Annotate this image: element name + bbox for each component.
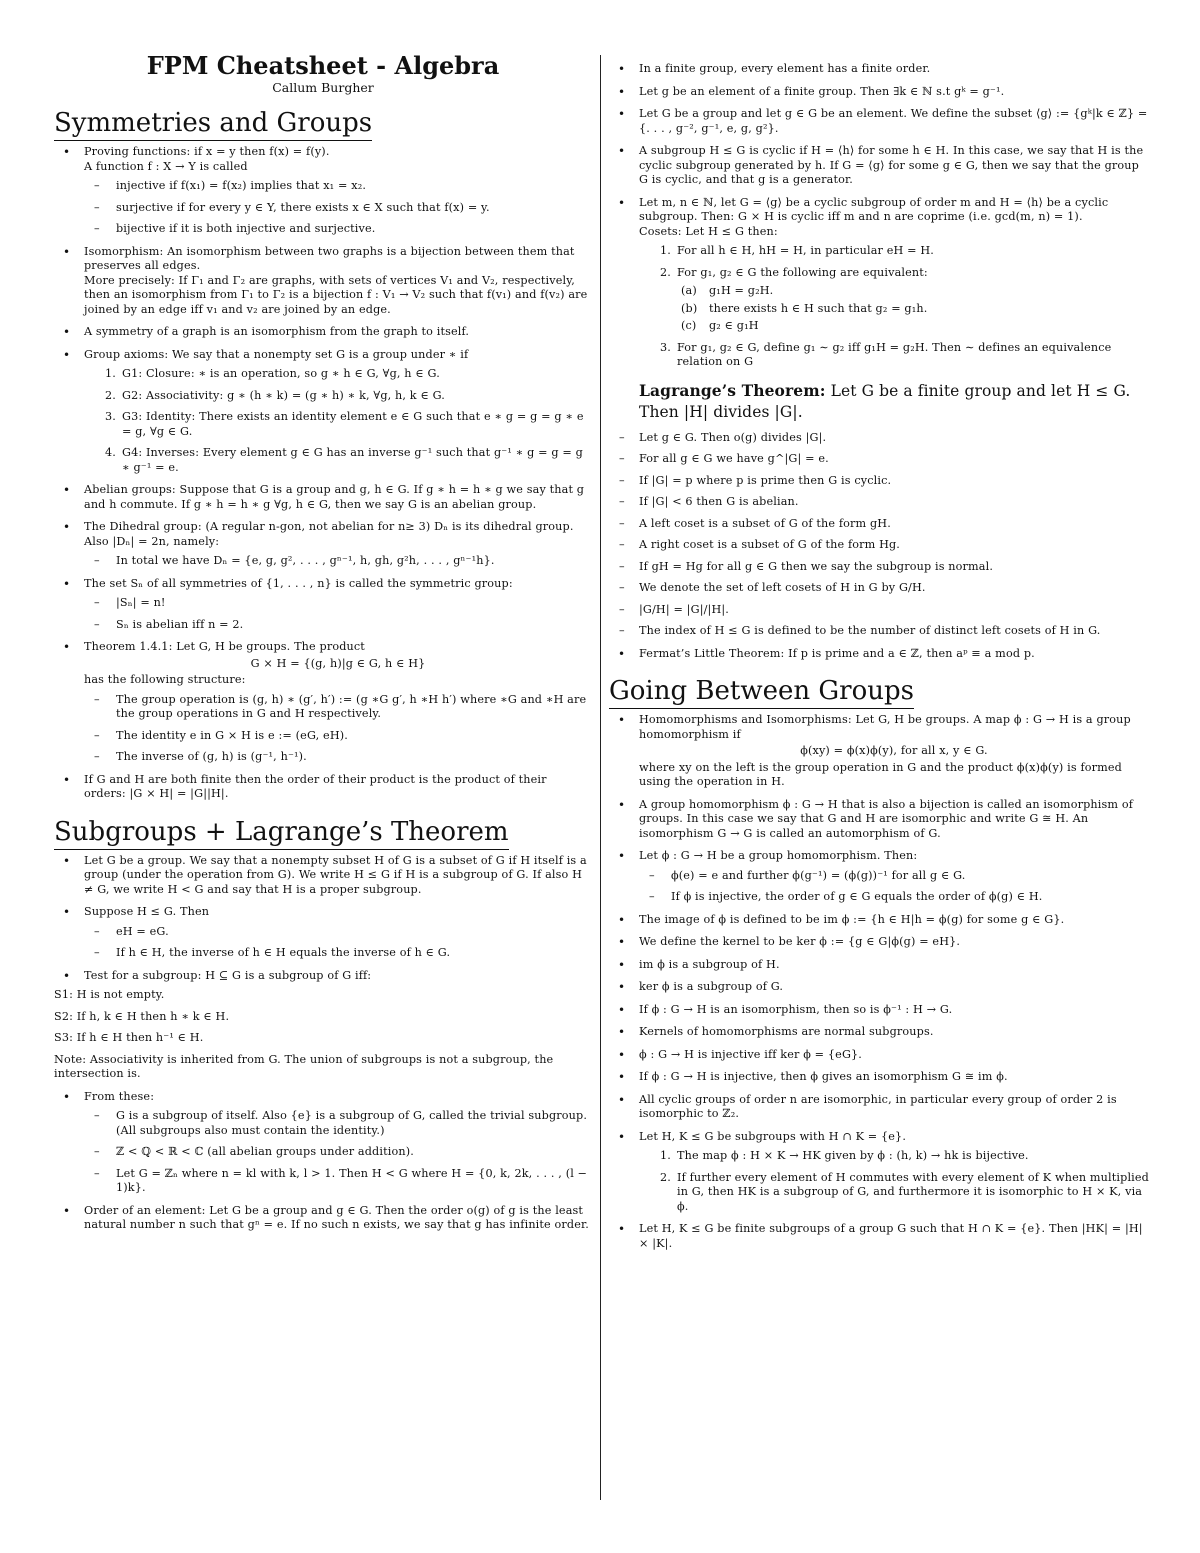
list-item: • Let g be an element of a finite group. Then ∃k ∈ ℕ s.t gᵏ = g⁻¹. — [609, 85, 1149, 100]
order-list — [609, 62, 1149, 661]
item-text: More precisely: If Γ₁ and Γ₂ are graphs, with sets of vertices V₁ and V₂, respectively, then an isomorphism from Γ₁ to Γ₂ is a bijection f : V₁ → V₂ such that f(v₁) and f(v₂) are joined by an edge iff v₁ and v₂ are joined by an edge. — [84, 273, 588, 316]
list-item — [609, 713, 1149, 790]
sub-list — [84, 925, 592, 961]
product-item: 1. The map ϕ : H × K → HK given by ϕ : (h, k) → hk is bijective. — [660, 1149, 1029, 1162]
sub-item: – If h ∈ H, the inverse of h ∈ H equals the inverse of h ∈ G. — [84, 946, 592, 961]
sub-item: – Let G = ℤₙ where n = kl with k, l > 1. Then H < G where H = {0, k, 2k, . . . , (l − 1)k}. — [84, 1167, 592, 1196]
lagrange-sub-list — [609, 431, 1149, 639]
section-title-going-between: Going Between Groups — [609, 675, 914, 709]
list-item: • A symmetry of a graph is an isomorphism from the graph to itself. — [54, 325, 592, 340]
list-item — [609, 1130, 1149, 1215]
sub-item: – The group operation is (g, h) ∗ (g′, h′) := (g ∗G g′, h ∗H h′) where ∗G and ∗H are the group operations in G and H respectively. — [84, 693, 592, 722]
equivalence-item: (b) there exists h ∈ H such that g₂ = g₁h. — [681, 301, 928, 315]
lagrange-statement: Let G be a finite group and let H ≤ G. Then |H| divides |G|. — [639, 381, 1131, 421]
sub-item: – ℤ < ℚ < ℝ < ℂ (all abelian groups under addition). — [84, 1145, 592, 1160]
test-item: S2: If h, k ∈ H then h ∗ k ∈ H. — [54, 1009, 230, 1023]
sub-list — [84, 596, 592, 632]
coset-item: 1. For all h ∈ H, hH = H, in particular eH = H. — [660, 244, 934, 257]
symmetries-list — [54, 145, 592, 802]
item-text: • Test for a subgroup: H ⊆ G is a subgroup of G iff: — [84, 968, 372, 982]
test-item: S1: H is not empty. — [54, 988, 165, 1001]
coset-item: 3. For g₁, g₂ ∈ G, define g₁ ∼ g₂ iff g₁H = g₂H. Then ∼ defines an equivalence relation on G — [660, 340, 1112, 368]
list-item — [54, 577, 592, 633]
list-item: • If ϕ : G → H is an isomorphism, then so is ϕ⁻¹ : H → G. — [609, 1003, 1149, 1018]
item-text: • Let m, n ∈ ℕ, let G = ⟨g⟩ be a cyclic subgroup of order m and H = ⟨h⟩ be a cyclic subgroup. Then: G × H is cyclic iff m and n are coprime (i.e. gcd(m, n) = 1). — [639, 195, 1109, 223]
display-equation: G × H = {(g, h)|g ∈ G, h ∈ H} — [250, 656, 426, 670]
axiom-item: 4. G4: Inverses: Every element g ∈ G has an inverse g⁻¹ such that g⁻¹ ∗ g = g = g ∗ g⁻¹ = e. — [105, 446, 583, 474]
list-item — [609, 849, 1149, 905]
item-text: has the following structure: — [84, 673, 246, 686]
axiom-item: 3. G3: Identity: There exists an identity element e ∈ G such that e ∗ g = g = g ∗ e = g, ∀g ∈ G. — [105, 410, 584, 438]
sub-item: – We denote the set of left cosets of H in G by G/H. — [609, 581, 1149, 596]
list-item — [54, 1090, 592, 1196]
list-item: • ϕ : G → H is injective iff ker ϕ = {eG}. — [609, 1048, 1149, 1063]
sub-item: – eH = eG. — [84, 925, 592, 940]
sub-item: – A right coset is a subset of G of the form Hg. — [609, 538, 1149, 553]
subgroups-list — [54, 854, 592, 1233]
sub-item: – The index of H ≤ G is defined to be the number of distinct left cosets of H in G. — [609, 624, 1149, 639]
item-text: where xy on the left is the group operation in G and the product ϕ(x)ϕ(y) is formed using the operation in H. — [639, 760, 1122, 788]
list-item: • Let G be a group and let g ∈ G be an element. We define the subset ⟨g⟩ := {gᵏ|k ∈ ℤ} = {. . . , g⁻², g⁻¹, e, g, g²}. — [609, 107, 1149, 136]
equivalence-item: (a) g₁H = g₂H. — [681, 284, 774, 297]
product-list — [639, 1149, 1149, 1214]
item-text: • Let ϕ : G → H be a group homomorphism. Then: — [639, 849, 918, 862]
sub-item: – If gH = Hg for all g ∈ G then we say the subgroup is normal. — [609, 560, 1149, 575]
sub-list — [639, 869, 1149, 905]
list-item: • Let G be a group. We say that a nonempty subset H of G is a subset of G if H itself is a group (under the operation from G). We write H ≤ G if H is a subgroup of G. If also H ≠ G, we write H < G and say that H is a proper subgroup. — [54, 854, 592, 898]
sub-item: – The inverse of (g, h) is (g⁻¹, h⁻¹). — [84, 750, 592, 765]
column-divider — [600, 55, 601, 1500]
lagrange-title: Lagrange’s Theorem: — [639, 380, 826, 400]
list-item: • Order of an element: Let G be a group and g ∈ G. Then the order o(g) of g is the least natural number n such that gⁿ = e. If no such n exists, we say that g has infinite order. — [54, 1204, 592, 1233]
list-item: • im ϕ is a subgroup of H. — [609, 958, 1149, 973]
sub-item: – Let g ∈ G. Then o(g) divides |G|. — [609, 431, 1149, 446]
list-item — [54, 640, 592, 765]
list-item: • If G and H are both finite then the order of their product is the product of their orders: |G × H| = |G||H|. — [54, 773, 592, 802]
list-item: • All cyclic groups of order n are isomorphic, in particular every group of order 2 is isomorphic to ℤ₂. — [609, 1093, 1149, 1122]
list-item: • The image of ϕ is defined to be im ϕ := {h ∈ H|h = ϕ(g) for some g ∈ G}. — [609, 913, 1149, 928]
test-item: S3: If h ∈ H then h⁻¹ ∈ H. — [54, 1031, 204, 1044]
item-text: • Theorem 1.4.1: Let G, H be groups. The product — [84, 640, 365, 653]
list-item: • In a finite group, every element has a finite order. — [609, 62, 1149, 77]
document-author: Callum Burgher — [272, 80, 374, 95]
list-item: • A group homomorphism ϕ : G → H that is also a bijection is called an isomorphism of groups. In this case we say that G and H are isomorphic and write G ≅ H. An isomorphism G → G is called an automorphism of G. — [609, 798, 1149, 842]
item-text: A function f : X → Y is called — [84, 159, 248, 173]
sub-item: – If ϕ is injective, the order of g ∈ G equals the order of ϕ(g) ∈ H. — [639, 890, 1149, 905]
sub-item: – For all g ∈ G we have g^|G| = e. — [609, 452, 1149, 467]
sub-item: – injective if f(x₁) = f(x₂) implies that x₁ = x₂. — [84, 179, 592, 194]
list-item: • Fermat’s Little Theorem: If p is prime and a ∈ ℤ, then aᵖ ≡ a mod p. — [609, 647, 1149, 662]
sub-item: – A left coset is a subset of G of the form gH. — [609, 517, 1149, 532]
sub-item: – G is a subgroup of itself. Also {e} is a subgroup of G, called the trivial subgroup. (All subgroups also must contain the identity.) — [84, 1109, 592, 1138]
coset-item: 2. For g₁, g₂ ∈ G the following are equivalent: (a) g₁H = g₂H. (b) there exists h ∈ H such that g₂ = g₁h. (c) g₂ ∈ g₁H — [639, 266, 1149, 334]
coset-list — [639, 244, 1149, 370]
sub-item: – Sₙ is abelian iff n = 2. — [84, 618, 592, 633]
list-item — [54, 145, 592, 237]
homomorphism-list — [609, 713, 1149, 1251]
section-title-subgroups: Subgroups + Lagrange’s Theorem — [54, 816, 509, 850]
section-title-symmetries: Symmetries and Groups — [54, 107, 372, 141]
equivalence-list — [677, 284, 1149, 334]
list-item: • A subgroup H ≤ G is cyclic if H = ⟨h⟩ for some h ∈ H. In this case, we say that H is the cyclic subgroup generated by h. If G = ⟨g⟩ for some g ∈ G, then we say that the group G is cyclic, and that g is a generator. — [609, 144, 1149, 188]
sub-list — [84, 1109, 592, 1196]
lagrange-theorem — [639, 380, 1149, 423]
list-item: • Kernels of homomorphisms are normal subgroups. — [609, 1025, 1149, 1040]
list-item — [54, 245, 592, 318]
sub-item: – ϕ(e) = e and further ϕ(g⁻¹) = (ϕ(g))⁻¹ for all g ∈ G. — [639, 869, 1149, 884]
sub-item: – If |G| < 6 then G is abelian. — [609, 495, 1149, 510]
list-item — [54, 905, 592, 961]
sub-item: – bijective if it is both injective and surjective. — [84, 222, 592, 237]
sub-list — [84, 554, 592, 569]
left-column — [54, 52, 592, 1241]
axiom-item: 1. G1: Closure: ∗ is an operation, so g ∗ h ∈ G, ∀g, h ∈ G. — [105, 367, 440, 380]
subgroup-test-list — [54, 988, 592, 1046]
list-item — [54, 520, 592, 569]
sub-item: – If |G| = p where p is prime then G is cyclic. — [609, 474, 1149, 489]
axiom-item: 2. G2: Associativity: g ∗ (h ∗ k) = (g ∗ h) ∗ k, ∀g, h, k ∈ G. — [105, 388, 445, 402]
item-text: • Suppose H ≤ G. Then — [84, 905, 210, 918]
axiom-list — [84, 367, 592, 475]
item-text: • The set Sₙ of all symmetries of {1, . . . , n} is called the symmetric group: — [84, 576, 513, 590]
sub-item: – surjective if for every y ∈ Y, there exists x ∈ X such that f(x) = y. — [84, 201, 592, 216]
list-item: • Abelian groups: Suppose that G is a group and g, h ∈ G. If g ∗ h = h ∗ g we say that g and h commute. If g ∗ h = h ∗ g ∀g, h ∈ G, then we say G is an abelian group. — [54, 483, 592, 512]
item-text: • The Dihedral group: (A regular n-gon, not abelian for n≥ 3) Dₙ is its dihedral group. Also |Dₙ| = 2n, namely: — [84, 520, 574, 548]
sub-list — [84, 179, 592, 237]
right-column — [609, 62, 1149, 1259]
product-item: 2. If further every element of H commutes with every element of K when multiplied in G, then HK is a subgroup of G, and furthermore it is isomorphic to H × K, via ϕ. — [660, 1170, 1149, 1213]
list-item — [54, 348, 592, 476]
list-item — [54, 969, 592, 1082]
cosets-heading: Cosets: Let H ≤ G then: — [639, 224, 778, 238]
sub-item: – |G/H| = |G|/|H|. — [609, 603, 1149, 618]
item-text: • Let H, K ≤ G be subgroups with H ∩ K = {e}. — [639, 1129, 907, 1143]
list-item: • ker ϕ is a subgroup of G. — [609, 980, 1149, 995]
document-title: FPM Cheatsheet - Algebra — [146, 51, 500, 80]
note-text: Note: Associativity is inherited from G. The union of subgroups is not a subgroup, the intersection is. — [54, 1052, 554, 1080]
list-item: • We define the kernel to be ker ϕ := {g ∈ G|ϕ(g) = eH}. — [609, 935, 1149, 950]
sub-item: – The identity e in G × H is e := (eG, eH). — [84, 729, 592, 744]
list-item: • Let H, K ≤ G be finite subgroups of a group G such that H ∩ K = {e}. Then |HK| = |H| × |K|. — [609, 1222, 1149, 1251]
item-text: • From these: — [84, 1089, 155, 1103]
sub-list — [84, 693, 592, 765]
item-text: • Isomorphism: An isomorphism between two graphs is a bijection between them that preserves all edges. — [84, 244, 575, 272]
sub-item: – In total we have Dₙ = {e, g, g², . . . , gⁿ⁻¹, h, gh, g²h, . . . , gⁿ⁻¹h}. — [84, 554, 592, 569]
display-equation: ϕ(xy) = ϕ(x)ϕ(y), for all x, y ∈ G. — [800, 744, 988, 757]
item-text: • Homomorphisms and Isomorphisms: Let G, H be groups. A map ϕ : G → H is a group homomorphism if — [639, 713, 1131, 741]
equivalence-item: (c) g₂ ∈ g₁H — [681, 319, 759, 332]
list-item: • If ϕ : G → H is injective, then ϕ gives an isomorphism G ≅ im ϕ. — [609, 1070, 1149, 1085]
sub-item: – |Sₙ| = n! — [84, 596, 592, 611]
item-text: • Group axioms: We say that a nonempty set G is a group under ∗ if — [84, 347, 469, 361]
list-item — [609, 196, 1149, 639]
item-text: • Proving functions: if x = y then f(x) = f(y). — [84, 145, 330, 158]
